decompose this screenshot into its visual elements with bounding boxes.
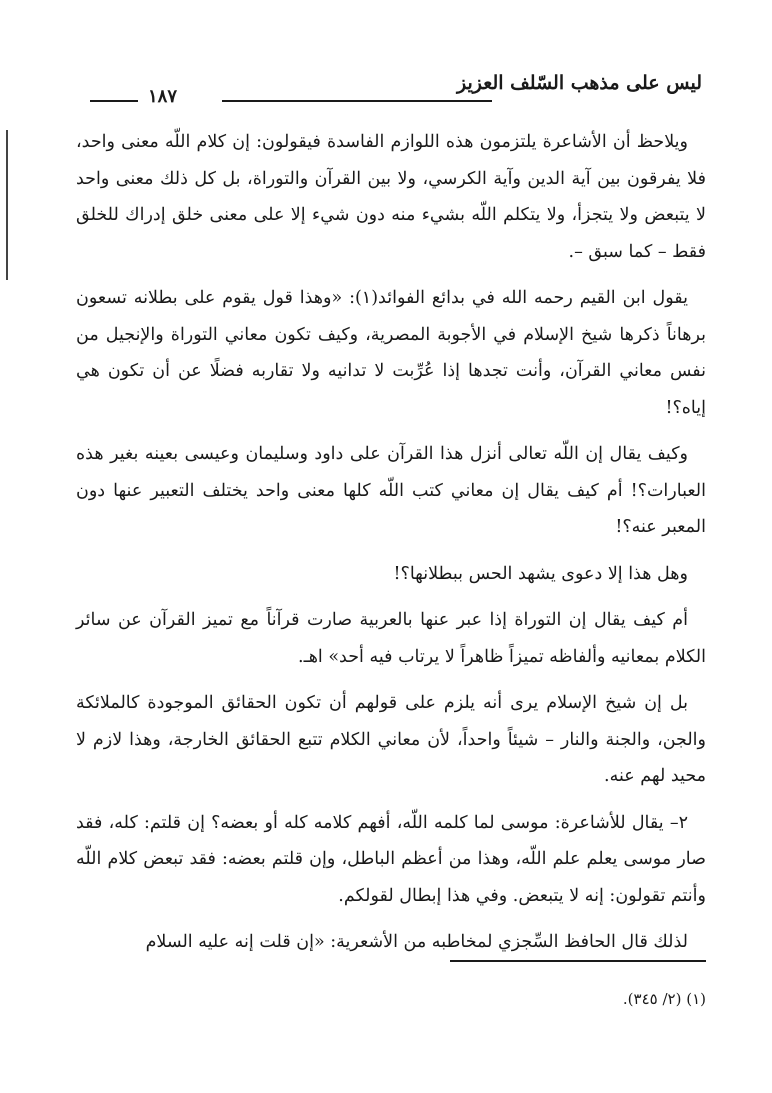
header-dash	[90, 100, 138, 102]
running-header	[90, 72, 702, 112]
footnote-rule	[450, 960, 706, 962]
paragraph: لذلك قال الحافظ السِّجزي لمخاطبه من الأشعرية: «إن قلت إنه عليه السلام	[145, 932, 688, 952]
main-text	[76, 124, 706, 971]
paragraph: يقول ابن القيم رحمه الله في بدائع الفوائد(١): «وهذا قول يقوم على بطلانه تسعون برهاناً ذكرها شيخ الإسلام في الأجوبة المصرية، وكيف تكون معاني التوراة والإنجيل من نفس معاني القرآن، وأنت تجدها إذا عُرِّبت لا تدانيه ولا تقاربه فضلًا عن أن تكون هي إياه؟!	[76, 288, 706, 418]
paragraph: ٢– يقال للأشاعرة: موسى لما كلمه اللّه، أفهم كلامه كله أو بعضه؟ إن قلتم: كله، فقد صار موسى يعلم علم اللّه، وهذا من أعظم الباطل، وإن قلتم بعضه: فقد تبعض كلام اللّه وأنتم تقولون: إنه لا يتبعض. وفي هذا إبطال لقولكم.	[76, 812, 706, 906]
paragraph: ويلاحظ أن الأشاعرة يلتزمون هذه اللوازم الفاسدة فيقولون: إن كلام اللّه معنى واحد، فلا يفرقون بين آية الدين وآية الكرسي، ولا بين القرآن والتوراة، بل كل ذلك معنى واحد لا يتبعض ولا يتجزأ، ولا يتكلم اللّه بشيء منه دون شيء إلا على معنى خلق إدراك للخلق فقط – كما سبق –.	[76, 132, 706, 262]
paragraph: أم كيف يقال إن التوراة إذا عبر عنها بالعربية صارت قرآناً مع تميز القرآن عن سائر الكلام بمعانيه وألفاظه تميزاً ظاهراً لا يرتاب فيه أحد» اهـ.	[76, 610, 706, 667]
page-edge-mark	[6, 130, 8, 280]
header-title: ليس على مذهب السّلف العزيز	[457, 72, 702, 94]
paragraph: وهل هذا إلا دعوى يشهد الحس ببطلانها؟!	[393, 563, 688, 584]
header-rule	[222, 100, 492, 102]
paragraph: بل إن شيخ الإسلام يرى أنه يلزم على قولهم أن تكون الحقائق الموجودة كالملائكة والجن، والجنة والنار – شيئاً واحداً، لأن معاني الكلام تتبع الحقائق الخارجة، وهذا لازم لا محيد لهم عنه.	[76, 693, 706, 786]
paragraph: وكيف يقال إن اللّه تعالى أنزل هذا القرآن على داود وسليمان وعيسى بعينه بغير هذه العبارات؟! أم كيف يقال إن معاني كتب اللّه كلها معنى واحد يختلف التعبير عنها دون المعبر عنه؟!	[76, 444, 706, 537]
footnote: (١) (٢/ ٣٤٥).	[622, 990, 706, 1008]
page-number: ١٨٧	[148, 86, 178, 107]
